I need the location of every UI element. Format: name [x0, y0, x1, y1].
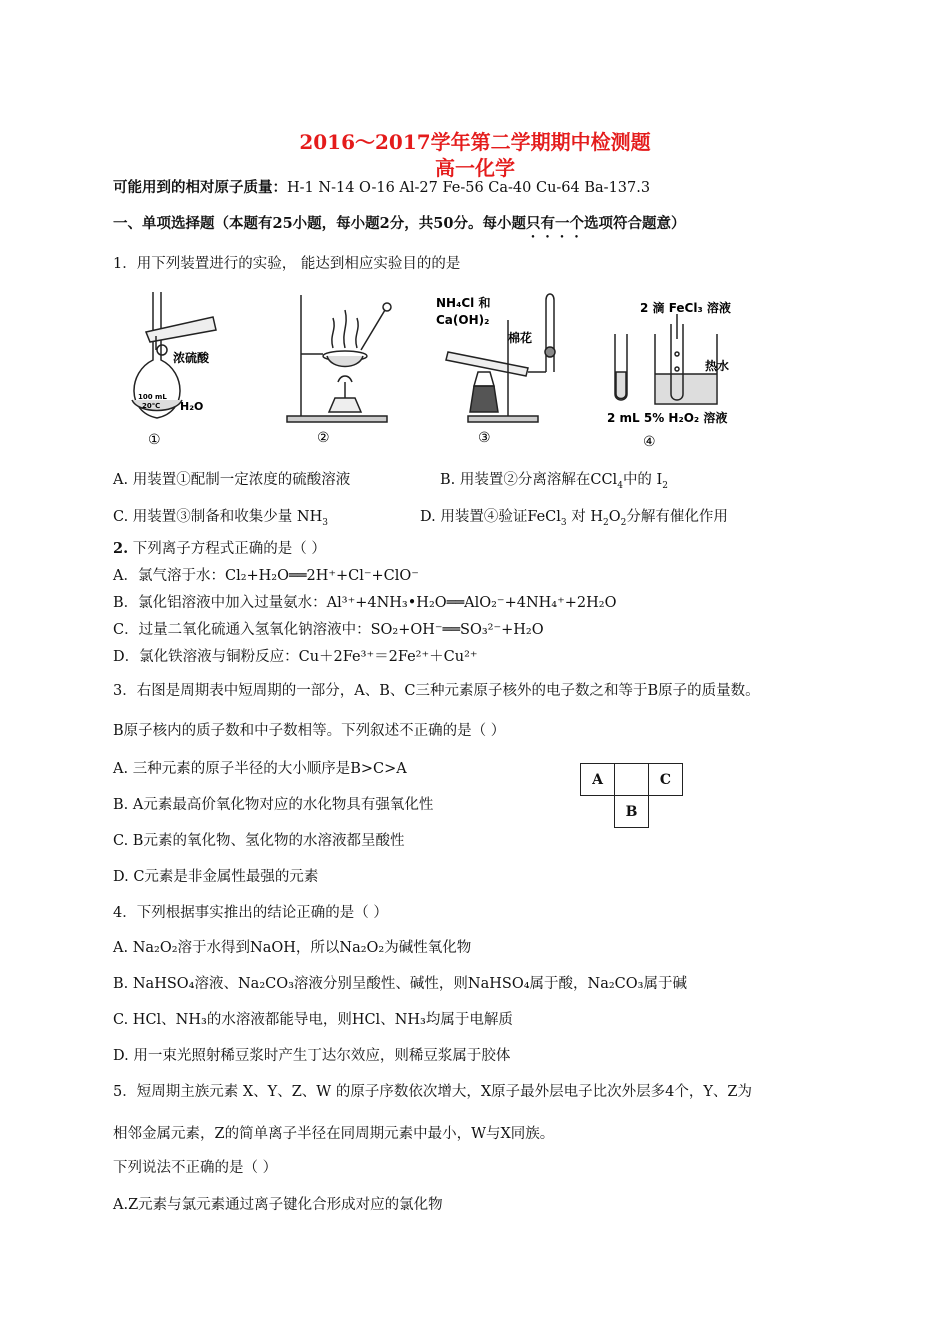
q1-option-b: B. 用装置②分离溶解在CCl$_4$中的 $I_2$ [440, 472, 669, 491]
flask-temp: 20℃ [142, 402, 161, 410]
q5-stem-2: 相邻金属元素，Z的简单离子半径在同周期元素中最小，W与X同族。 [113, 1126, 555, 1142]
section-heading [113, 214, 685, 241]
cell-empty [614, 763, 649, 796]
q2-option-c: C．过量二氧化硫通入氢氧化钠溶液中：SO₂+OH⁻══SO₃²⁻+H₂O [113, 622, 544, 638]
q1-option-b-text: B. 用装置②分离溶解在CCl [440, 472, 618, 488]
q3-option-b: B. A元素最高价氧化物对应的水化物具有强氧化性 [113, 797, 434, 813]
q1-option-d: D. 用装置④验证FeCl$_3$ 对 $H_2O_2$分解有催化作用 [420, 509, 728, 528]
q4-option-c: C. HCl、NH₃的水溶液都能导电，则HCl、NH₃均属于电解质 [113, 1012, 513, 1028]
atomic-mass-label: 可能用到的相对原子质量： [113, 179, 287, 196]
q5-stem-3: 下列说法不正确的是（ ） [113, 1160, 278, 1176]
q3-stem-2: B原子核内的质子数和中子数相等。下列叙述不正确的是（ ） [113, 723, 506, 739]
hot-water-label: 热水 [705, 359, 730, 373]
apparatus-3-figure [428, 290, 568, 450]
q1-option-d-text3: O [608, 509, 621, 525]
exam-subtitle: 高一化学 [435, 156, 515, 180]
q3-option-d: D. C元素是非金属性最强的元素 [113, 869, 319, 885]
cotton-label: 棉花 [508, 331, 533, 345]
reagent-label-a: NH₄Cl 和 [436, 296, 491, 310]
q3-option-c: C. B元素的氧化物、氢化物的水溶液都呈酸性 [113, 833, 405, 849]
apparatus-2-number: ② [317, 430, 330, 446]
apparatus-4-number: ④ [643, 434, 656, 450]
reagent-label-b: Ca(OH)₂ [436, 313, 490, 327]
q1-option-d-text4: 分解有催化作用 [626, 509, 728, 525]
q5-stem-1: 5．短周期主族元素 X、Y、Z、W 的原子序数依次增大，X原子最外层电子比次外层多4个，Y、Z为 [113, 1084, 753, 1100]
catalyst-label: 2 滴 FeCl₃ 溶液 [640, 301, 731, 315]
section-heading-emph: 只有一个 [525, 215, 584, 232]
periodic-table-fragment [580, 763, 690, 833]
q4-option-b: B. NaHSO₄溶液、Na₂CO₃溶液分别呈酸性、碱性，则NaHSO₄属于酸，Na₂CO₃属于碱 [113, 976, 687, 992]
q2-number: 2. [113, 540, 129, 557]
section-heading-a: 一、单项选择题（本题有25小题，每小题2分，共50分。每小题 [113, 215, 526, 232]
q1-option-d-text: D. 用装置④验证FeCl [420, 509, 561, 525]
q5-option-a: A.Z元素与氯元素通过离子键化合形成对应的氯化物 [113, 1197, 443, 1213]
peroxide-label: 2 mL 5% H₂O₂ 溶液 [607, 411, 728, 425]
q1-option-b-text2: 中的 I [622, 472, 663, 488]
q1-option-c: C. 用装置③制备和收集少量 $NH_3$ [113, 509, 328, 528]
q2-stem [113, 539, 326, 559]
q3-stem-1: 3．右图是周期表中短周期的一部分，A、B、C三种元素原子核外的电子数之和等于B原子的质量数。 [113, 683, 760, 699]
q1-option-c-text: C. 用装置③制备和收集少量 NH [113, 509, 323, 525]
cell-c: C [648, 763, 683, 796]
atomic-mass-values: H-1 N-14 O-16 Al-27 Fe-56 Ca-40 Cu-64 Ba-137.3 [287, 180, 651, 196]
cell-a: A [580, 763, 615, 796]
q2-option-b: B．氯化铝溶液中加入过量氨水：Al³⁺+4NH₃•H₂O══AlO₂⁻+4NH₄⁺+2H₂O [113, 595, 617, 611]
apparatus-1-figure [118, 292, 228, 452]
section-heading-b: 选项符合题意） [583, 215, 686, 232]
q1-option-d-text2: 对 H [566, 509, 604, 525]
apparatus-2-figure [283, 290, 403, 450]
cell-b: B [614, 795, 649, 828]
q2-option-a: A．氯气溶于水：Cl₂+H₂O══2H⁺+Cl⁻+ClO⁻ [113, 568, 419, 584]
exam-title: 2016～2017学年第二学期期中检测题 [299, 130, 651, 154]
q2-stem-text: 下列离子方程式正确的是（ ） [132, 541, 326, 557]
q4-option-d: D. 用一束光照射稀豆浆时产生丁达尔效应，则稀豆浆属于胶体 [113, 1048, 511, 1064]
q4-stem: 4．下列根据事实推出的结论正确的是（ ） [113, 905, 388, 921]
q1-option-a: A. 用装置①配制一定浓度的硫酸溶液 [113, 472, 351, 488]
apparatus-3-number: ③ [478, 430, 491, 446]
flask-volume: 100 mL [138, 393, 167, 401]
q4-option-a: A. Na₂O₂溶于水得到NaOH，所以Na₂O₂为碱性氧化物 [113, 940, 472, 956]
q2-option-d: D．氯化铁溶液与铜粉反应：Cu＋2Fe³⁺＝2Fe²⁺＋Cu²⁺ [113, 649, 478, 665]
water-label: H₂O [180, 400, 204, 413]
q1-stem: 1．用下列装置进行的实验， 能达到相应实验目的的是 [113, 256, 461, 272]
atomic-mass-line [113, 178, 650, 198]
q3-option-a: A. 三种元素的原子半径的大小顺序是B>C>A [113, 761, 407, 777]
acid-label: 浓硫酸 [173, 351, 210, 365]
apparatus-1-number: ① [148, 432, 161, 448]
apparatus-4-figure [605, 294, 755, 454]
